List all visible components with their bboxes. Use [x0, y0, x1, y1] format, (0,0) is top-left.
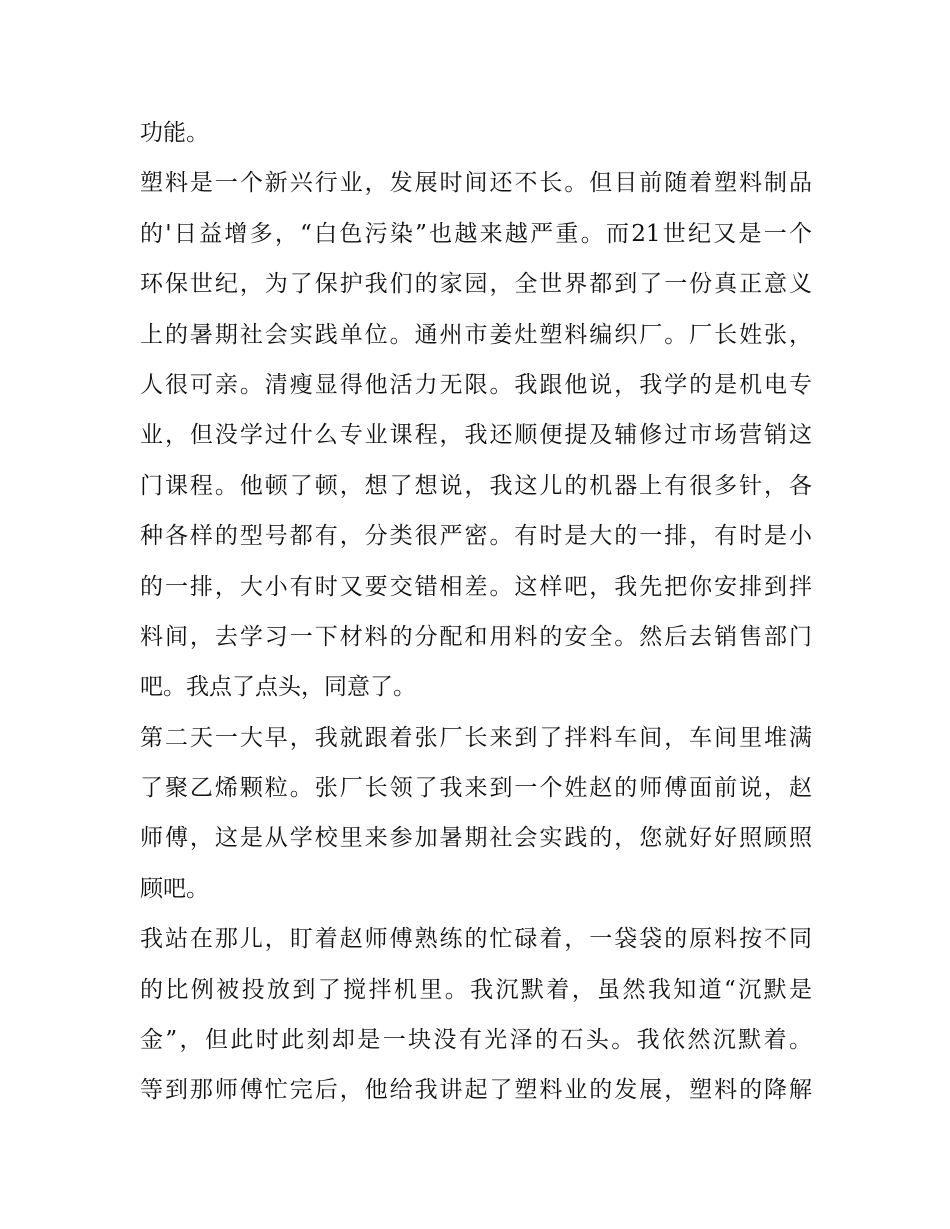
- text-line: 环保世纪，为了保护我们的家园，全世界都到了一份真正意义: [140, 271, 812, 298]
- text-line: 的'日益增多，“白色污染”也越来越严重。而21世纪又是一个: [140, 220, 812, 247]
- text-line: 门课程。他顿了顿，想了想说，我这儿的机器上有很多针，各: [140, 472, 812, 499]
- text-line: 师傅，这是从学校里来参加暑期社会实践的，您就好好照顾照: [140, 825, 812, 852]
- text-line: 金”，但此时此刻却是一块没有光泽的石头。我依然沉默着。: [140, 1027, 812, 1054]
- document-body: [140, 108, 812, 1116]
- text-line: 顾吧。: [140, 875, 209, 902]
- text-line: 吧。我点了点头，同意了。: [140, 674, 416, 701]
- text-line: 料间，去学习一下材料的分配和用料的安全。然后去销售部门: [140, 623, 812, 650]
- text-line: 第二天一大早，我就跟着张厂长来到了拌料车间，车间里堆满: [140, 724, 812, 751]
- text-line: 上的暑期社会实践单位。通州市姜灶塑料编织厂。厂长姓张，: [140, 321, 812, 348]
- text-line: 的比例被投放到了搅拌机里。我沉默着，虽然我知道“沉默是: [140, 976, 812, 1003]
- text-line: 了聚乙烯颗粒。张厂长领了我来到一个姓赵的师傅面前说，赵: [140, 775, 812, 802]
- text-line: 塑料是一个新兴行业，发展时间还不长。但目前随着塑料制品: [140, 170, 812, 197]
- text-line: 等到那师傅忙完后，他给我讲起了塑料业的发展，塑料的降解: [140, 1077, 812, 1104]
- text-line: 功能。: [140, 120, 209, 146]
- text-line: 的一排，大小有时又要交错相差。这样吧，我先把你安排到拌: [140, 573, 812, 600]
- text-line: 我站在那儿，盯着赵师傅熟练的忙碌着，一袋袋的原料按不同: [140, 926, 812, 953]
- text-line: 人很可亲。清瘦显得他活力无限。我跟他说，我学的是机电专: [140, 371, 812, 398]
- text-line: 业，但没学过什么专业课程，我还顺便提及辅修过市场营销这: [140, 422, 812, 449]
- text-line: 种各样的型号都有，分类很严密。有时是大的一排，有时是小: [140, 523, 812, 550]
